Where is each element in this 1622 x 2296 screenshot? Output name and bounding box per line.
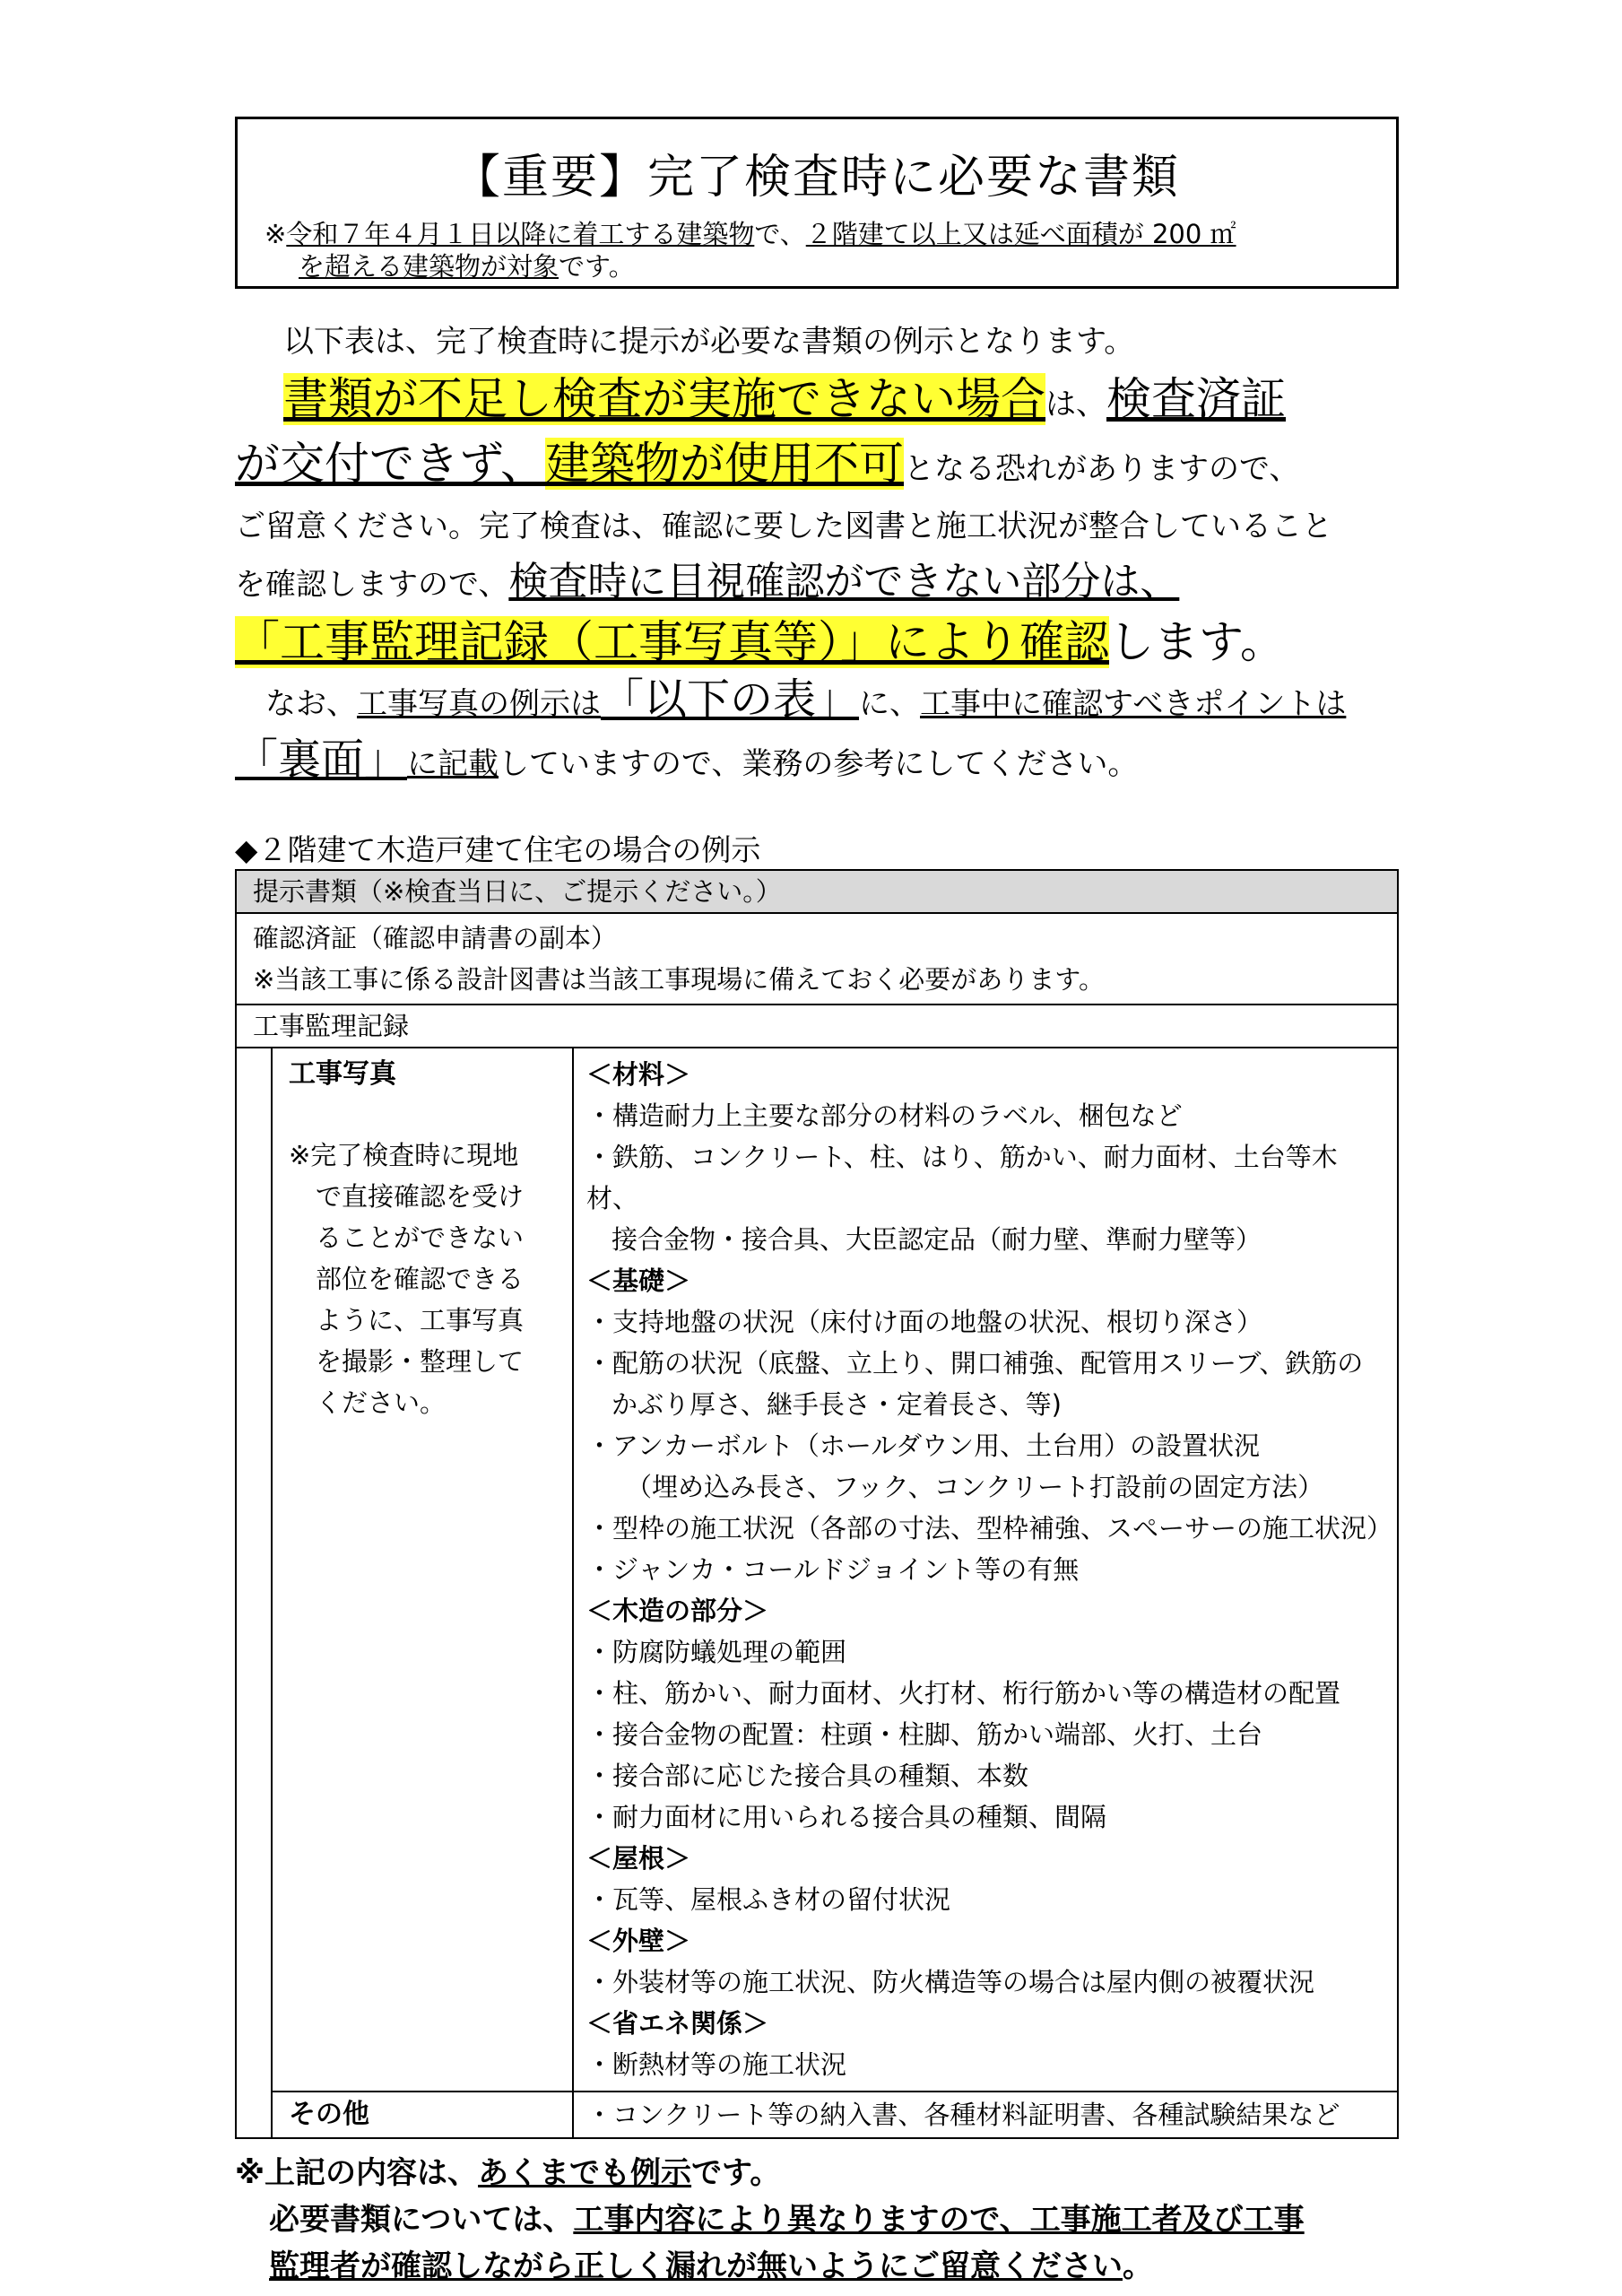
footer-differ-text: 工事内容により異なりますので、工事施工者及び工事 xyxy=(573,2202,1305,2238)
note-mark: ※ xyxy=(265,219,287,249)
photo-note-line: ※完了検査時に現地 xyxy=(289,1140,519,1170)
footer-attention-text: 監理者が確認しながら正しく漏れが無いようにご留意ください xyxy=(269,2248,1123,2284)
photo-note-line: 部位を確認できる xyxy=(316,1264,525,1294)
supervision-record-label: 工事監理記録 xyxy=(236,1004,1398,1048)
intro-line-4: ご留意ください。完了検査は、確認に要した図書と施工状況が整合していること xyxy=(235,509,1332,544)
intro-line-7 xyxy=(235,672,1399,732)
list-item: ・鉄筋、コンクリート、柱、はり、筋かい、耐力面材、土台等木材、 xyxy=(586,1142,1338,1213)
note-end: です。 xyxy=(559,251,635,282)
photo-note-line: ることができない xyxy=(316,1222,525,1253)
footer-required-text: 必要書類については、 xyxy=(269,2202,574,2238)
intro-end: します。 xyxy=(1109,616,1285,668)
example-only-text: あくまでも例示 xyxy=(478,2155,692,2191)
other-value-cell xyxy=(573,2092,1397,2137)
photo-note-line: ように、工事写真 xyxy=(316,1305,525,1335)
intro-particle: は、 xyxy=(1045,387,1106,422)
note-condition: ２階建て以上又は延べ面積が 200 ㎡ xyxy=(805,219,1236,249)
category-heading: ＜省エネ関係＞ xyxy=(586,2008,769,2039)
list-item: 接合金物・接合具、大臣認定品（耐力壁、準耐力壁等） xyxy=(612,1224,1262,1255)
list-item: かぶり厚さ、継手長さ・定着長さ、等) xyxy=(612,1389,1062,1420)
reference-text: していますので、業務の参考にしてください。 xyxy=(499,746,1139,782)
intro-line-6 xyxy=(235,613,1399,672)
footer-line-2 xyxy=(235,2196,1399,2243)
intro-comma: に、 xyxy=(859,686,921,722)
intro-line-5 xyxy=(235,554,1399,613)
footer-line-1 xyxy=(235,2150,1399,2196)
other-label: その他 xyxy=(289,2099,369,2130)
intro-text xyxy=(235,314,1399,792)
category-heading: ＜外壁＞ xyxy=(586,1926,691,1956)
category-heading: ＜材料＞ xyxy=(586,1059,691,1090)
target-note xyxy=(265,218,1385,283)
list-item: ・アンカーボルト（ホールダウン用、土台用）の設置状況 xyxy=(586,1431,1261,1461)
other-label-cell xyxy=(272,2092,573,2137)
list-item: ・構造耐力上主要な部分の材料のラベル、梱包など xyxy=(586,1100,1183,1131)
certificate-text: 検査済証 xyxy=(1106,373,1286,425)
photo-note-line: ください。 xyxy=(316,1387,447,1418)
check-points-text: 工事中に確認すべきポイントは xyxy=(920,686,1347,722)
visual-check-text: 検査時に目視確認ができない部分は、 xyxy=(508,559,1180,604)
title-box xyxy=(235,117,1399,289)
intro-line-3 xyxy=(235,434,1399,499)
intro-risk-text: となる恐れがありますので、 xyxy=(904,451,1300,487)
document-page xyxy=(235,117,1399,2290)
photo-table xyxy=(271,1048,1397,2137)
list-item: ・ジャンカ・コールドジョイント等の有無 xyxy=(586,1554,1080,1585)
certificate-row xyxy=(236,913,1398,1004)
list-item: ・瓦等、屋根ふき材の留付状況 xyxy=(586,1884,951,1915)
section-title: ◆２階建て木造戸建て住宅の場合の例示 xyxy=(235,832,761,867)
category-heading: ＜木造の部分＞ xyxy=(586,1596,769,1626)
list-item: ・配筋の状況（底盤、立上り、開口補強、配管用スリーブ、鉄筋の xyxy=(586,1348,1364,1378)
footer-line-3 xyxy=(235,2243,1399,2290)
photo-note-line: を撮影・整理して xyxy=(316,1346,525,1377)
list-item: ・支持地盤の状況（床付け面の地盤の状況、根切り深さ） xyxy=(586,1307,1263,1337)
list-item: ・防腐防蟻処理の範囲 xyxy=(586,1637,847,1667)
footer-prefix: ※上記の内容は、 xyxy=(235,2155,479,2191)
below-table-text: 「以下の表」 xyxy=(601,674,860,725)
certificate-label: 確認済証（確認申請書の副本） xyxy=(253,923,618,953)
intro-line-8 xyxy=(235,732,1399,792)
other-value: ・コンクリート等の納入書、各種材料証明書、各種試験結果など xyxy=(586,2100,1340,2130)
photo-label-cell xyxy=(272,1048,573,2092)
intro-line-2 xyxy=(235,370,1399,434)
warning-highlight: 書類が不足し検査が実施できない場合 xyxy=(283,373,1045,425)
table-header: 提示書類（※検査当日に、ご提示ください。） xyxy=(236,870,1398,913)
list-item: ・断熱材等の施工状況 xyxy=(586,2049,847,2080)
unusable-highlight: 建築物が使用不可 xyxy=(545,438,904,490)
photo-items-cell xyxy=(573,1048,1397,2092)
intro-note-prefix: なお、 xyxy=(265,686,357,722)
footer-end-1: です。 xyxy=(691,2155,781,2191)
category-heading: ＜基礎＞ xyxy=(586,1265,691,1296)
back-side-text: 「裏面」 xyxy=(235,735,408,785)
list-item: （埋め込み長さ、フック、コンクリート打設前の固定方法） xyxy=(626,1472,1324,1502)
documents-table xyxy=(235,869,1399,2139)
photo-note-line: で直接確認を受け xyxy=(316,1181,525,1212)
drawings-note: ※当該工事に係る設計図書は当該工事現場に備えておく必要があります。 xyxy=(253,964,1105,995)
list-item: ・型枠の施工状況（各部の寸法、型枠補強、スペーサーの施工状況） xyxy=(586,1513,1393,1544)
supervision-record-body xyxy=(236,1048,1398,2138)
photo-note xyxy=(289,1135,556,1423)
intro-confirm-text: を確認しますので、 xyxy=(235,567,509,603)
list-item: ・柱、筋かい、耐力面材、火打材、桁行筋かい等の構造材の配置 xyxy=(586,1678,1341,1709)
note-target: を超える建築物が対象 xyxy=(299,251,559,282)
photo-example-text: 工事写真の例示は xyxy=(357,686,601,722)
footer-end-3: 。 xyxy=(1123,2248,1153,2284)
described-text: に記載 xyxy=(407,746,499,782)
record-highlight: 「工事監理記録（工事写真等）」により確認 xyxy=(235,616,1109,668)
note-mid: で、 xyxy=(754,219,806,249)
list-item: ・耐力面材に用いられる接合具の種類、間隔 xyxy=(586,1802,1107,1832)
footer-note xyxy=(235,2150,1399,2290)
note-date: 令和７年４月１日以降に着工する建築物 xyxy=(286,219,755,249)
intro-line-1: 以下表は、完了検査時に提示が必要な書類の例示となります。 xyxy=(283,324,1135,360)
list-item: ・接合金物の配置：柱頭・柱脚、筋かい端部、火打、土台 xyxy=(586,1719,1263,1750)
category-heading: ＜屋根＞ xyxy=(586,1843,691,1874)
not-issued-text: が交付できず、 xyxy=(235,438,545,490)
list-item: ・接合部に応じた接合具の種類、本数 xyxy=(586,1761,1029,1791)
photo-title: 工事写真 xyxy=(289,1058,396,1090)
page-title: 【重要】完了検査時に必要な書類 xyxy=(453,151,1180,204)
list-item: ・外装材等の施工状況、防火構造等の場合は屋内側の被覆状況 xyxy=(586,1967,1315,1997)
